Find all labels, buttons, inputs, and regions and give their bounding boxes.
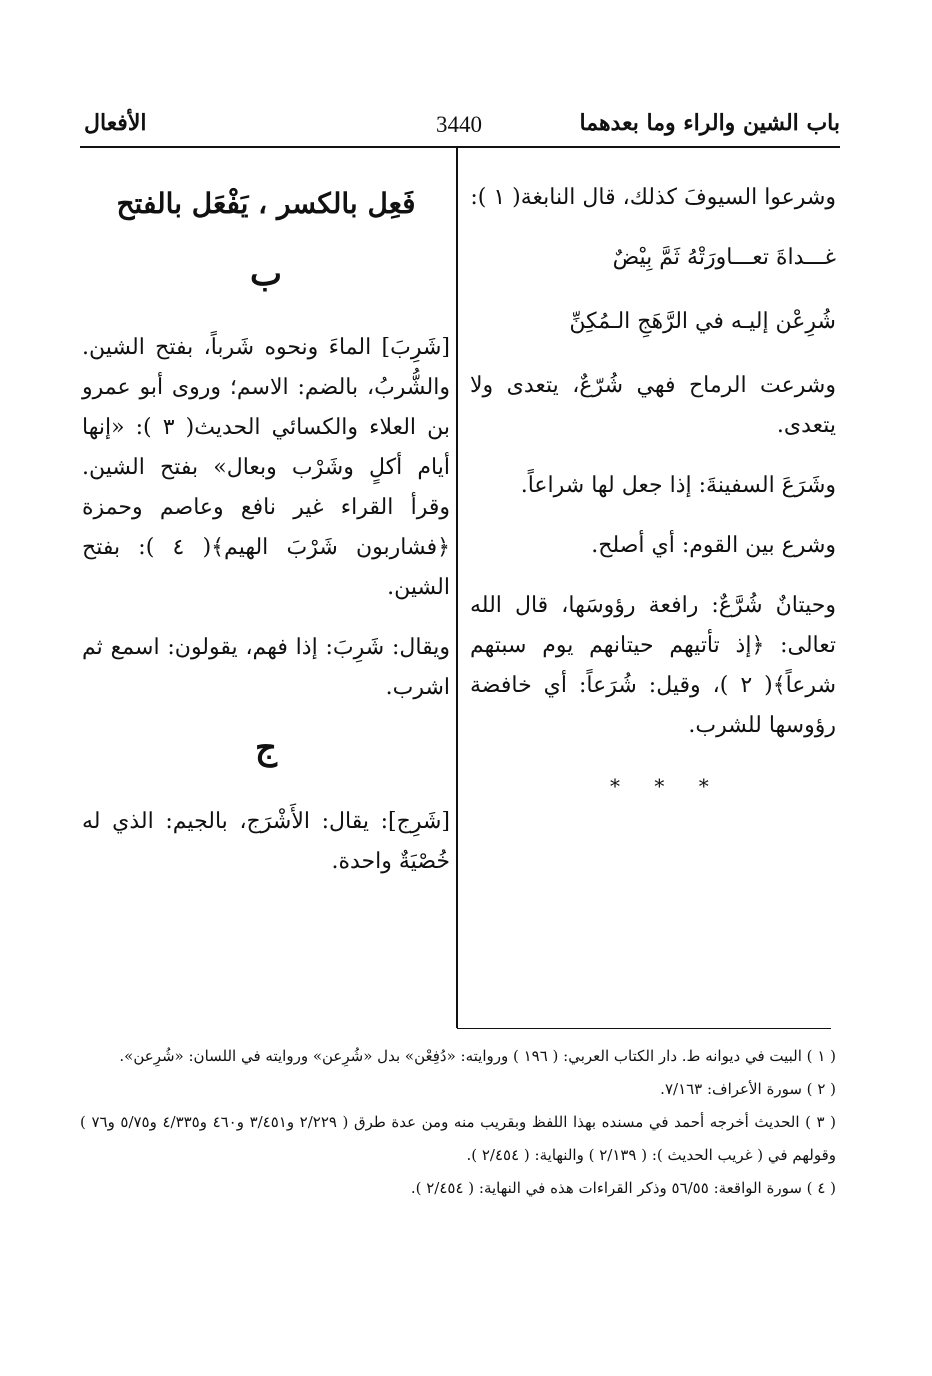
left-column xyxy=(82,178,450,902)
footnote-rule xyxy=(457,1028,831,1029)
footnotes xyxy=(80,1040,836,1205)
header-rule xyxy=(80,146,840,148)
paragraph-understand: ويقال: شَرِبَ: إذا فهم، يقولون: اسمع ثم اشرب. xyxy=(82,635,450,700)
verse-line-2: شُرِعْن إليـه في الرَّهَجِ الـمُكِنِّ xyxy=(569,309,836,334)
paragraph-swords: وشرعوا السيوفَ كذلك، قال النابغة( ١ ): xyxy=(470,185,836,210)
paragraph-ship: وشَرَعَ السفينةَ: إذا جعل لها شراعاً. xyxy=(520,473,836,498)
footnote-2: ( ٢ ) سورة الأعراف: ٧/١٦٣. xyxy=(660,1080,836,1098)
section-title: فَعِل بالكسر ، يَفْعَل بالفتح xyxy=(116,187,416,220)
running-header-section: الأفعال xyxy=(84,110,147,136)
right-column xyxy=(470,178,836,826)
paragraph-fish: وحيتانٌ شُرَّعٌ: رافعة رؤوسَها، قال الله تعالى: ﴿إذ تأتيهم حيتانهم يوم سبتهم شرعاً﴾( ٢ )، وقيل: شُرَعاً: أي خافضة رؤوسها للشرب. xyxy=(470,593,837,738)
footnote-3: ( ٣ ) الحديث أخرجه أحمد في مسنده بهذا اللفظ وبقريب منه ومن عدة طرق ( ٢/٢٢٩ و٣/٤٥١ و٤٦٠ و٤/٣٣٥ و٥/٧٥ و٧٦ ) وقولهم في ( غريب الحديث ): ( ٢/١٣٩ ) والنهاية: ( ٢/٤٥٤ ). xyxy=(80,1113,837,1164)
running-header-chapter: باب الشين والراء وما بعدهما xyxy=(579,110,840,136)
footnote-4: ( ٤ ) سورة الواقعة: ٥٦/٥٥ وذكر القراءات هذه في النهاية: ( ٢/٤٥٤ ). xyxy=(410,1179,836,1197)
paragraph-shariba: [شَرِبَ] الماءَ ونحوه شَرباً، بفتح الشين. والشُّربُ، بالضم: الاسم؛ وروى أبو عمرو بن العلاء والكسائي الحديث( ٣ ): «إنها أيام أكلٍ وشَرْب وبعال» بفتح الشين. وقرأ القراء غير نافع وعاصم وحمزة ﴿فشاربون شَرْبَ الهيم﴾( ٤ ): بفتح الشين. xyxy=(82,335,451,600)
column-divider xyxy=(456,148,458,1028)
paragraph-spears: وشرعت الرماح فهي شُرّعٌ، يتعدى ولا يتعدى. xyxy=(470,373,836,438)
page-number: 3440 xyxy=(436,112,482,137)
footnote-1: ( ١ ) البيت في ديوانه ط. دار الكتاب العربي: ( ١٩٦ ) وروايته: «دُفِعْن» بدل «شُرِعن» وروايته في اللسان: «شُرِعن». xyxy=(119,1047,836,1065)
letter-heading-jim: ج xyxy=(255,728,277,768)
paragraph-sharij: [شَرِج]: يقال: الأَشْرَج، بالجيم: الذي له خُصْيَةٌ واحدة. xyxy=(82,809,450,874)
letter-heading-ba: ب xyxy=(249,254,282,294)
verse-line-1: غـــداةَ تعـــاورَتْهُ ثَمَّ بِيْضٌ xyxy=(612,245,836,270)
section-end-ornament: * * * xyxy=(610,774,723,798)
paragraph-people: وشرع بين القوم: أي أصلح. xyxy=(591,533,836,558)
